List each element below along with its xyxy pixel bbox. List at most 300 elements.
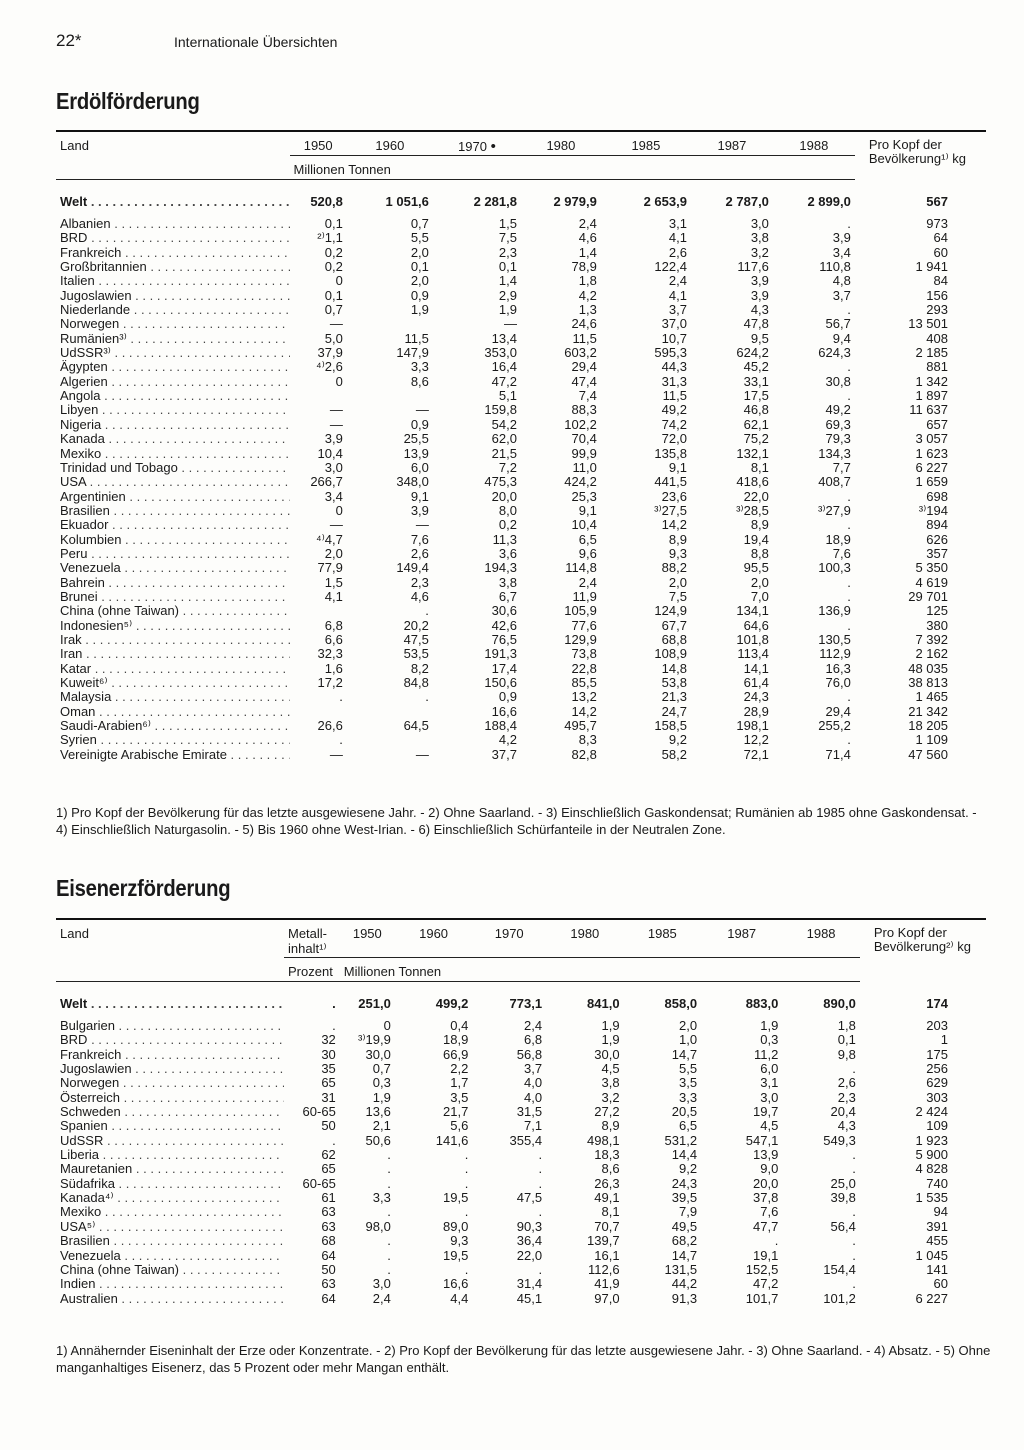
value-cell: 75,2 — [743, 431, 769, 447]
value-cell: 20,2 — [403, 617, 429, 633]
value-cell: 6,0 — [760, 1061, 779, 1077]
value-cell: 21,7 — [443, 1104, 469, 1120]
value-cell: 624,3 — [818, 345, 851, 361]
value-cell: 134,1 — [736, 603, 769, 619]
value-cell: 14,4 — [671, 1147, 698, 1163]
value-cell: . — [847, 388, 851, 404]
country-name: Albanien . . . — [56, 217, 290, 231]
value-cell: 9,2 — [668, 732, 687, 748]
country-name: Spanien . . . — [56, 1119, 284, 1133]
value-cell: 6,8 — [324, 617, 343, 633]
country-name: Großbritannien . . . — [56, 260, 290, 274]
value-cell: 9,0 — [760, 1161, 779, 1177]
country-name: Irak . . . — [56, 633, 290, 647]
value-cell: 25,3 — [571, 488, 597, 504]
table-row — [56, 1091, 986, 1105]
per-capita-cell: 203 — [926, 1018, 948, 1033]
value-cell: 11,5 — [572, 330, 597, 346]
value-cell: 17,4 — [491, 660, 517, 676]
per-capita-cell: 973 — [926, 216, 948, 231]
table-row — [56, 676, 986, 690]
value-cell: . — [464, 1175, 469, 1191]
value-cell: 0,3 — [372, 1075, 391, 1091]
value-cell: . — [387, 1233, 391, 1249]
country-name: Rumänien³⁾ . . . — [56, 332, 290, 346]
value-cell: 16,4 — [491, 359, 517, 375]
value-cell: 37,8 — [753, 1190, 779, 1206]
country-name: USA⁵⁾ . . . — [56, 1220, 284, 1234]
value-cell — [347, 733, 433, 747]
value-cell: 353,0 — [484, 345, 517, 361]
country-name: Kanada⁴⁾ . . . — [56, 1191, 284, 1205]
value-cell: 2,0 — [679, 1018, 698, 1033]
value-cell: . — [425, 689, 429, 705]
value-cell: 4,0 — [524, 1075, 543, 1091]
value-cell: . — [852, 1204, 856, 1220]
value-cell: 3,0 — [750, 216, 769, 231]
value-cell: 130,5 — [818, 631, 851, 647]
value-cell: 9,5 — [750, 330, 769, 346]
table-row — [56, 1191, 986, 1205]
value-cell: 16,6 — [491, 703, 517, 719]
value-cell: 25,0 — [830, 1175, 856, 1191]
value-cell: 72,1 — [743, 746, 769, 762]
value-cell: 4,8 — [832, 273, 851, 289]
value-cell: 68,2 — [671, 1233, 698, 1249]
country-name: Kuweit⁶⁾ . . . — [56, 676, 290, 690]
per-capita-cell: 881 — [926, 359, 948, 375]
value-cell: 18,9 — [443, 1032, 469, 1048]
value-cell: 136,9 — [818, 603, 851, 619]
value-cell: 3,3 — [372, 1190, 391, 1206]
table-row — [56, 1249, 986, 1263]
value-cell: 108,9 — [654, 646, 687, 662]
country-name: UdSSR³⁾ . . . — [56, 346, 290, 360]
per-capita-cell: 391 — [926, 1218, 948, 1234]
per-capita-cell: 256 — [926, 1061, 948, 1077]
value-cell: 30 — [321, 1046, 336, 1062]
country-name: Italien . . . — [56, 274, 290, 288]
value-cell: 7,5 — [668, 588, 687, 604]
value-cell: 20,0 — [491, 488, 517, 504]
value-cell: — — [503, 316, 517, 332]
year-header: 1960 — [395, 919, 473, 958]
value-cell: 42,6 — [491, 617, 517, 633]
value-cell: 266,7 — [310, 474, 343, 490]
value-cell: 3,4 — [832, 244, 851, 260]
value-cell: 19,5 — [443, 1190, 469, 1206]
table-row — [56, 504, 986, 518]
value-cell: 73,8 — [571, 646, 597, 662]
value-cell: 2,0 — [410, 244, 429, 260]
year-header: 1985 — [624, 919, 702, 958]
value-cell: 2,0 — [324, 545, 343, 561]
table-row — [56, 475, 986, 489]
country-name: Peru . . . — [56, 547, 290, 561]
value-cell: 54,2 — [491, 416, 517, 432]
country-name: Bahrein . . . — [56, 576, 290, 590]
value-cell: 11,2 — [753, 1046, 779, 1062]
value-cell — [347, 389, 433, 403]
table-row — [56, 748, 986, 762]
value-cell: 4,1 — [668, 287, 687, 303]
per-capita-cell: 2 162 — [915, 646, 948, 662]
value-cell: 11,5 — [662, 388, 687, 404]
per-capita-cell: 1 045 — [915, 1247, 948, 1263]
value-cell: . — [538, 1147, 543, 1163]
value-cell: 110,8 — [819, 259, 851, 275]
per-capita-cell: 4 828 — [915, 1161, 948, 1177]
percent-label: Prozent — [284, 958, 340, 982]
oil-production-table — [56, 130, 986, 762]
value-cell: 198,1 — [736, 718, 769, 734]
per-capita-cell: 740 — [926, 1175, 948, 1191]
value-cell: 8,2 — [410, 660, 429, 676]
country-name: Nigeria . . . — [56, 418, 290, 432]
value-cell: . — [847, 216, 851, 231]
country-name: China (ohne Taiwan) . . . — [56, 604, 290, 618]
value-cell: . — [387, 1261, 391, 1277]
per-capita-cell: 48 035 — [908, 660, 948, 676]
value-cell: 139,7 — [587, 1233, 620, 1249]
value-cell: 124,9 — [654, 603, 687, 619]
value-cell: 2,4 — [668, 273, 687, 289]
value-cell: 2,6 — [410, 545, 429, 561]
value-cell: 418,6 — [736, 474, 769, 490]
value-cell: 4,5 — [760, 1118, 779, 1134]
value-cell: 441,5 — [654, 474, 687, 490]
per-capita-cell: 21 342 — [908, 703, 948, 719]
value-cell: 2,4 — [524, 1018, 543, 1033]
year-header: 1980 — [521, 131, 601, 156]
value-cell: 8,6 — [410, 373, 429, 389]
value-cell: 0,9 — [410, 287, 429, 303]
value-cell: 3,5 — [450, 1089, 469, 1105]
value-cell: 14,8 — [661, 660, 687, 676]
per-capita-cell: 94 — [933, 1204, 948, 1220]
value-cell: 49,1 — [594, 1190, 620, 1206]
value-cell: 2 979,9 — [553, 194, 597, 209]
value-cell: 14,2 — [571, 703, 597, 719]
value-cell: 4,2 — [498, 732, 517, 748]
value-cell: 531,2 — [664, 1132, 698, 1148]
oil-section-title: Erdölförderung — [56, 88, 200, 114]
country-name: Angola . . . — [56, 389, 290, 403]
value-cell: 60-65 — [302, 1175, 336, 1191]
value-cell: — — [329, 416, 343, 432]
per-capita-cell: 567 — [926, 193, 948, 209]
value-cell — [290, 604, 347, 618]
value-cell: 70,7 — [594, 1218, 620, 1234]
value-cell: 13,9 — [403, 445, 429, 461]
value-cell: 5,0 — [324, 330, 343, 346]
value-cell: 2,4 — [578, 574, 597, 590]
value-cell: 71,4 — [825, 746, 851, 762]
per-capita-cell: 5 350 — [915, 560, 948, 576]
value-cell: 37,0 — [661, 316, 687, 332]
per-capita-cell: 13 501 — [908, 316, 948, 332]
value-cell: . — [332, 1018, 336, 1033]
value-cell: 7,5 — [498, 230, 517, 246]
value-cell: 3,9 — [324, 431, 343, 447]
country-name: Indien . . . — [56, 1277, 284, 1291]
value-cell: 70,4 — [571, 431, 597, 447]
value-cell: . — [852, 1147, 856, 1163]
value-cell: . — [538, 1175, 543, 1191]
table-row — [56, 733, 986, 747]
value-cell: 98,0 — [365, 1218, 391, 1234]
value-cell: 29,4 — [571, 359, 597, 375]
table-row — [56, 231, 986, 245]
country-name: Australien . . . — [56, 1292, 284, 1306]
value-cell: . — [847, 588, 851, 604]
value-cell: 2,0 — [410, 273, 429, 289]
year-header: 1950 — [340, 919, 395, 958]
value-cell: 122,4 — [654, 259, 687, 275]
value-cell: 1,8 — [578, 273, 597, 289]
value-cell: 475,3 — [484, 474, 517, 490]
table-row — [56, 633, 986, 647]
value-cell — [347, 317, 433, 331]
value-cell: 0,7 — [410, 216, 429, 231]
per-capita-cell: 1 941 — [915, 259, 948, 275]
value-cell: 0 — [335, 502, 343, 518]
value-cell: — — [415, 746, 429, 762]
country-name: Brasilien . . . — [56, 504, 290, 518]
per-capita-cell: 455 — [926, 1233, 948, 1249]
value-cell: 6,5 — [578, 531, 597, 547]
value-cell: 56,8 — [516, 1046, 543, 1062]
value-cell: 65 — [321, 1161, 336, 1177]
country-name: Indonesien⁵⁾ . . . — [56, 619, 290, 633]
value-cell: 2 653,9 — [643, 194, 687, 209]
value-cell: 12,2 — [743, 732, 769, 748]
value-cell: 603,2 — [564, 345, 597, 361]
value-cell: 158,5 — [654, 718, 687, 734]
value-cell: 28,9 — [743, 703, 769, 719]
per-capita-cell: 125 — [926, 603, 948, 619]
value-cell: 4,1 — [324, 588, 343, 604]
per-capita-cell: 29 701 — [908, 588, 948, 604]
value-cell: 3,8 — [498, 574, 517, 590]
per-capita-cell: 174 — [926, 995, 948, 1011]
value-cell: 0,7 — [372, 1061, 391, 1077]
value-cell: 1,3 — [578, 302, 597, 318]
table-row — [56, 1033, 986, 1047]
value-cell: . — [332, 1132, 336, 1148]
value-cell: 4,3 — [750, 302, 769, 318]
value-cell: 3,0 — [324, 459, 343, 475]
value-cell: . — [332, 996, 336, 1011]
country-name: Kolumbien . . . — [56, 533, 290, 547]
value-cell: 49,2 — [661, 402, 687, 418]
value-cell: 520,8 — [310, 194, 343, 209]
table-row — [56, 1105, 986, 1119]
year-header: 1985 — [601, 131, 691, 156]
per-capita-cell: 380 — [926, 617, 948, 633]
value-cell: ³⁾28,5 — [736, 502, 769, 518]
value-cell: ³⁾27,5 — [654, 502, 687, 518]
value-cell: 2,1 — [372, 1118, 391, 1134]
table-row — [56, 662, 986, 676]
country-name: Jugoslawien . . . — [56, 289, 290, 303]
value-cell: 31,5 — [516, 1104, 543, 1120]
value-cell: 3,5 — [679, 1075, 698, 1091]
per-capita-cell: 141 — [926, 1261, 948, 1277]
value-cell: 9,1 — [578, 502, 597, 518]
value-cell: 3,9 — [750, 273, 769, 289]
value-cell: 23,6 — [661, 488, 687, 504]
value-cell: 0,9 — [410, 416, 429, 432]
value-cell: 61 — [321, 1190, 336, 1206]
value-cell: 3,3 — [410, 359, 429, 375]
value-cell: 188,4 — [484, 718, 517, 734]
value-cell: 76,0 — [825, 675, 851, 690]
oil-footnotes: 1) Pro Kopf der Bevölkerung für das letzte ausgewiesene Jahr. - 2) Ohne Saarland. - 3) Einschließlich Gaskondensat; Rumänien ab 1985 ohne Gaskondensat. - 4) Einschließlich Naturgasolin. - 5) Bis 1960 ohne West-Irian. - 6) Einschließlich Schürfanteile in der Neutralen Zone. — [56, 805, 977, 837]
country-name: Saudi-Arabien⁶⁾ . . . — [56, 719, 290, 733]
value-cell: 0,1 — [324, 287, 343, 303]
value-cell: 82,8 — [571, 746, 597, 762]
iron-ore-table — [56, 918, 986, 1306]
table-row — [56, 432, 986, 446]
table-row — [56, 1277, 986, 1291]
country-name: Kanada . . . — [56, 432, 290, 446]
value-cell: 63 — [321, 1204, 336, 1220]
country-name: BRD . . . — [56, 1033, 284, 1047]
value-cell: 2,6 — [668, 244, 687, 260]
table-row — [56, 1148, 986, 1162]
land-header: Land — [56, 131, 290, 156]
value-cell: 8,1 — [601, 1204, 620, 1220]
value-cell: 1,9 — [498, 302, 517, 318]
value-cell: 4,6 — [578, 230, 597, 246]
value-cell: . — [852, 1276, 856, 1292]
value-cell: 50 — [321, 1261, 336, 1277]
table-row — [56, 375, 986, 389]
value-cell: 595,3 — [654, 345, 687, 361]
value-cell: 4,2 — [578, 287, 597, 303]
value-cell: 77,6 — [571, 617, 597, 633]
country-name: Brasilien . . . — [56, 1234, 284, 1248]
value-cell: 47,4 — [571, 373, 597, 389]
value-cell: ³⁾27,9 — [818, 502, 851, 518]
per-capita-cell: ³⁾194 — [918, 502, 948, 518]
country-name: Katar . . . — [56, 662, 290, 676]
value-cell: 19,7 — [753, 1104, 779, 1120]
country-name: Norwegen . . . — [56, 1076, 284, 1090]
value-cell: 17,2 — [317, 675, 343, 690]
value-cell: 3,3 — [679, 1089, 698, 1105]
value-cell: . — [464, 1261, 469, 1277]
value-cell: 14,7 — [671, 1247, 698, 1263]
value-cell: . — [339, 689, 343, 705]
country-name: Brunei . . . — [56, 590, 290, 604]
value-cell: 2,4 — [372, 1290, 391, 1306]
value-cell: 1,9 — [372, 1089, 391, 1105]
value-cell: 8,6 — [601, 1161, 620, 1177]
value-cell: . — [847, 488, 851, 504]
value-cell: 4,4 — [450, 1290, 469, 1306]
per-capita-cell: 1 342 — [915, 373, 948, 389]
value-cell: 24,3 — [671, 1175, 698, 1191]
value-cell: . — [847, 732, 851, 748]
value-cell: 77,9 — [317, 560, 343, 576]
value-cell: 773,1 — [509, 996, 543, 1011]
iron-footnotes: 1) Annähernder Eiseninhalt der Erze oder Konzentrate. - 2) Pro Kopf der Bevölkerung für das letzte ausgewiesene Jahr. - 3) Ohne Saarland. - 4) Absatz. - 5) Ohne manganhaltiges Eisenerz, das 5 Prozent oder mehr Mangan enthält. — [56, 1343, 991, 1375]
per-capita-cell: 1 109 — [915, 732, 948, 748]
value-cell: 45,1 — [516, 1290, 543, 1306]
table-row — [56, 260, 986, 274]
value-cell: . — [847, 617, 851, 633]
country-name: Bulgarien . . . — [56, 1019, 284, 1033]
per-capita-header: Pro Kopf der Bevölkerung¹⁾ kg — [855, 131, 986, 180]
value-cell: . — [847, 574, 851, 590]
value-cell: 6,7 — [498, 588, 517, 604]
value-cell: 20,4 — [830, 1104, 856, 1120]
value-cell: 3,7 — [668, 302, 687, 318]
value-cell: ²⁾1,1 — [317, 230, 343, 246]
value-cell: 2 787,0 — [725, 194, 769, 209]
table-row — [56, 1234, 986, 1248]
table-row — [56, 1292, 986, 1306]
value-cell: 10,4 — [571, 517, 597, 533]
value-cell: 890,0 — [823, 996, 856, 1011]
country-name: Venezuela . . . — [56, 561, 290, 575]
value-cell: 67,7 — [661, 617, 687, 633]
value-cell: 30,6 — [491, 603, 517, 619]
value-cell: 18,3 — [594, 1147, 620, 1163]
per-capita-cell: 60 — [933, 1276, 948, 1292]
value-cell: 5,6 — [450, 1118, 469, 1134]
value-cell: 7,9 — [679, 1204, 698, 1220]
value-cell: 10,7 — [661, 330, 687, 346]
table-row — [56, 1062, 986, 1076]
value-cell: 251,0 — [358, 996, 391, 1011]
world-row — [56, 180, 986, 218]
value-cell: 0 — [335, 373, 343, 389]
per-capita-cell: 2 185 — [915, 345, 948, 361]
value-cell: 152,5 — [745, 1261, 779, 1277]
value-cell: 84,8 — [403, 675, 429, 690]
value-cell: . — [847, 302, 851, 318]
country-name: Liberia . . . — [56, 1148, 284, 1162]
value-cell: 45,2 — [743, 359, 769, 375]
per-capita-cell: 109 — [926, 1118, 948, 1134]
value-cell: 18,9 — [825, 531, 851, 547]
value-cell: 408,7 — [818, 474, 851, 490]
value-cell: 2,2 — [450, 1061, 469, 1077]
per-capita-cell: 7 392 — [915, 631, 948, 647]
value-cell: . — [538, 1261, 543, 1277]
value-cell: 11,5 — [404, 330, 429, 346]
value-cell: 348,0 — [396, 474, 429, 490]
value-cell: 19,1 — [753, 1247, 779, 1263]
value-cell: 88,3 — [571, 402, 597, 418]
value-cell: 11,9 — [572, 588, 597, 604]
value-cell: — — [415, 517, 429, 533]
per-capita-cell: 60 — [933, 244, 948, 260]
country-name: Österreich . . . — [56, 1091, 284, 1105]
value-cell: 64,6 — [743, 617, 769, 633]
value-cell: 9,1 — [410, 488, 429, 504]
value-cell: 3,1 — [760, 1075, 779, 1091]
value-cell: 39,5 — [671, 1190, 698, 1206]
bullet-mark: • — [490, 138, 496, 155]
value-cell: 69,3 — [825, 416, 851, 432]
value-cell: 63 — [321, 1276, 336, 1292]
value-cell: 5,5 — [410, 230, 429, 246]
per-capita-cell: 1 465 — [915, 689, 948, 705]
